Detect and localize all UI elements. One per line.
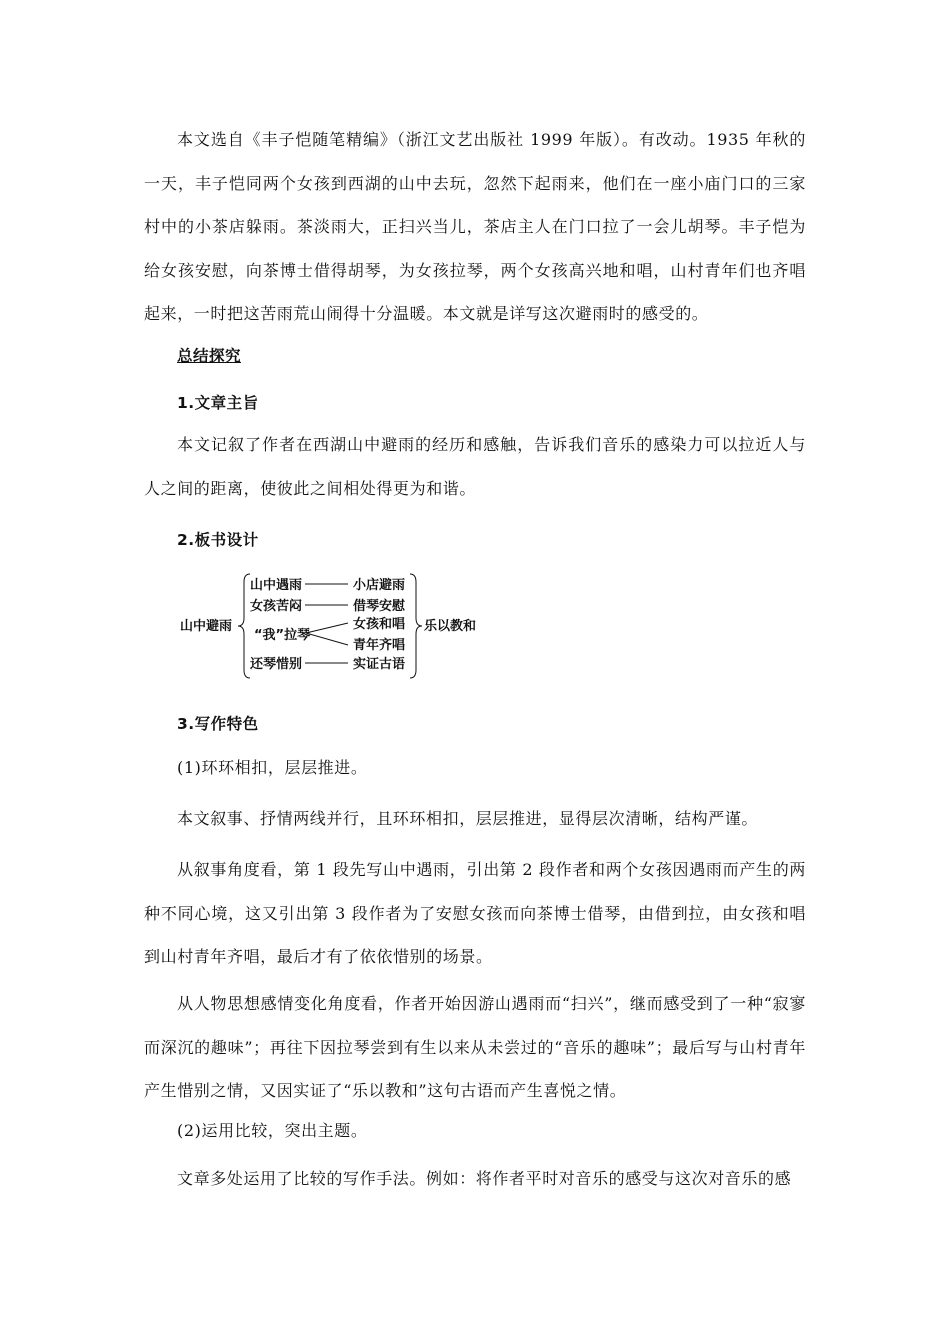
board-heading: 2.板书设计 <box>177 531 259 549</box>
board-left-3: “我”拉琴 <box>254 628 311 643</box>
features-heading: 3.写作特色 <box>177 715 259 733</box>
theme-heading: 1.文章主旨 <box>177 394 259 412</box>
board-left-2: 女孩苦闷 <box>250 599 303 614</box>
board-right-4: 青年齐唱 <box>353 638 406 653</box>
board-left-1: 山中遇雨 <box>250 578 303 593</box>
board-right-5: 实证古语 <box>353 657 406 672</box>
emotion-paragraph: 从人物思想感情变化角度看，作者开始因游山遇雨而“扫兴”，继而感受到了一种“寂寥而深沉的趣味”；再往下因拉琴尝到有生以来从未尝过的“音乐的趣味”；最后写与山村青年产生惜别之情，又因实证了“乐以教和”这句古语而产生喜悦之情。 <box>144 994 806 1100</box>
board-conclusion: 乐以教和 <box>424 619 477 634</box>
feature1-body: 本文叙事、抒情两线并行，且环环相扣，层层推进，显得层次清晰，结构严谨。 <box>177 809 759 828</box>
theme-paragraph: 本文记叙了作者在西湖山中避雨的经历和感触，告诉我们音乐的感染力可以拉近人与人之间的距离，使彼此之间相处得更为和谐。 <box>144 435 806 498</box>
board-right-3: 女孩和唱 <box>353 617 406 632</box>
board-right-1: 小店避雨 <box>353 578 406 593</box>
feature1-title: (1)环环相扣，层层推进。 <box>177 758 368 777</box>
right-brace <box>410 574 422 678</box>
board-diagram <box>180 570 490 682</box>
board-right-2: 借琴安慰 <box>353 599 406 614</box>
narrative-paragraph: 从叙事角度看，第 1 段先写山中遇雨，引出第 2 段作者和两个女孩因遇雨而产生的两种不同心境，这又引出第 3 段作者为了安慰女孩而向茶博士借琴，由借到拉，由女孩和唱到山村青年齐唱，最后才有了依依惜别的场景。 <box>144 860 806 966</box>
summary-heading: 总结探究 <box>177 347 242 365</box>
connector-3a <box>306 623 348 633</box>
feature2-body: 文章多处运用了比较的写作手法。例如：将作者平时对音乐的感受与这次对音乐的感 <box>177 1169 792 1188</box>
board-root: 山中避雨 <box>180 619 233 634</box>
board-left-4: 还琴惜别 <box>250 657 303 672</box>
intro-paragraph: 本文选自《丰子恺随笔精编》（浙江文艺出版社 1999 年版）。有改动。1935 年秋的一天，丰子恺同两个女孩到西湖的山中去玩，忽然下起雨来，他们在一座小庙门口的三家村中的小茶店躲雨。茶淡雨大，正扫兴当儿，茶店主人在门口拉了一会儿胡琴。丰子恺为给女孩安慰，向茶博士借得胡琴，为女孩拉琴，两个女孩高兴地和唱，山村青年们也齐唱起来，一时把这苦雨荒山闹得十分温暖。本文就是详写这次避雨时的感受的。 <box>144 130 806 323</box>
connector-3b <box>306 633 348 645</box>
left-brace <box>238 574 250 678</box>
feature2-title: (2)运用比较，突出主题。 <box>177 1121 368 1140</box>
